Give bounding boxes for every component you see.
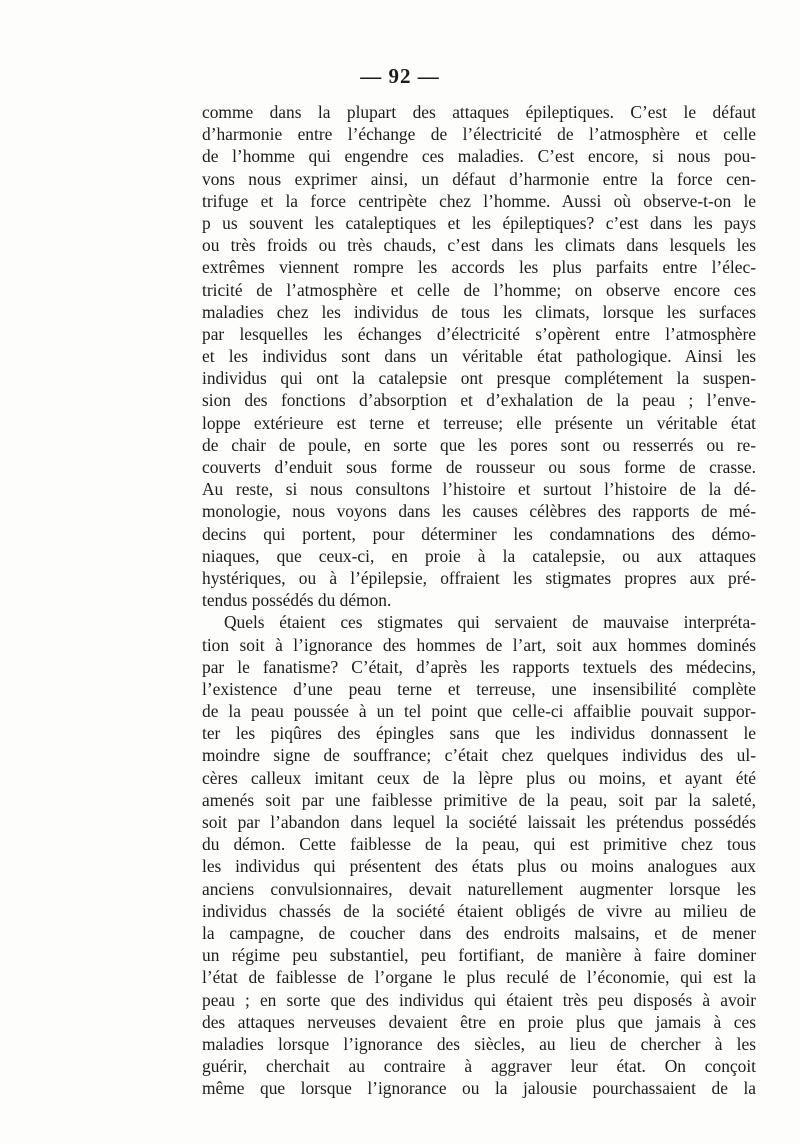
text-line: moindre signe de souffrance; c’était chez quelques individus des ul-	[202, 745, 756, 766]
text-line: les individus qui présentent des états plus ou moins analogues aux	[202, 856, 756, 877]
text-line: et les individus sont dans un véritable état pathologique. Ainsi les	[202, 346, 756, 367]
text-line: même que lorsque l’ignorance ou la jalousie pourchassaient de la	[202, 1078, 756, 1099]
text-line: maladies chez les individus de tous les climats, lorsque les surfaces	[202, 301, 756, 322]
text-line: du démon. Cette faiblesse de la peau, qui est primitive chez tous	[202, 834, 756, 855]
text-line: peau ; en sorte que des individus qui étaient très peu disposés à avoir	[202, 989, 756, 1010]
text-line: individus chassés de la société étaient obligés de vivre au milieu de	[202, 900, 756, 921]
text-line: d’harmonie entre l’échange de l’électricité de l’atmosphère et celle	[202, 124, 756, 145]
text-line: de la peau poussée à un tel point que celle-ci affaiblie pouvait suppor-	[202, 701, 756, 722]
text-line: p us souvent les cataleptiques et les épileptiques? c’est dans les pays	[202, 212, 756, 233]
text-line: comme dans la plupart des attaques épileptiques. C’est le défaut	[202, 102, 756, 122]
text-line: niaques, que ceux-ci, en proie à la catalepsie, ou aux attaques	[202, 545, 756, 566]
text-line: ou très froids ou très chauds, c’est dans les climats dans lesquels les	[202, 235, 756, 256]
text-line: couverts d’enduit sous forme de rousseur ou sous forme de crasse.	[202, 457, 756, 477]
text-line: soit par l’abandon dans lequel la société laissait les prétendus possédés	[202, 812, 756, 832]
paragraph	[202, 611, 756, 1099]
page-number: — 92 —	[360, 64, 440, 88]
text-line: amenés soit par une faiblesse primitive de la peau, soit par la saleté,	[202, 789, 756, 810]
text-line: par lesquelles les échanges d’électricité s’opèrent entre l’atmosphère	[202, 323, 756, 344]
text-line: un régime peu substantiel, peu fortifiant, de manière à faire dominer	[202, 945, 756, 966]
text-line: anciens convulsionnaires, devait naturellement augmenter lorsque les	[202, 878, 756, 899]
text-line: individus qui ont la catalepsie ont presque complétement la suspen-	[202, 368, 756, 389]
text-line: sion des fonctions d’absorption et d’exhalation de la peau ; l’enve-	[202, 390, 756, 411]
text-line: Au reste, si nous consultons l’histoire et surtout l’histoire de la dé-	[202, 479, 756, 500]
text-line: Quels étaient ces stigmates qui servaient de mauvaise interpréta-	[224, 612, 756, 633]
text-line: decins qui portent, pour déterminer les condamnations des démo-	[202, 523, 756, 544]
text-line: monologie, nous voyons dans les causes célèbres des rapports de mé-	[202, 501, 756, 522]
text-line: tendus possédés du démon.	[202, 590, 392, 611]
text-line: vons nous exprimer ainsi, un défaut d’harmonie entre la force cen-	[202, 168, 756, 189]
text-line: par le fanatisme? C’était, d’après les rapports textuels des médecins,	[202, 656, 756, 677]
text-line: hystériques, ou à l’épilepsie, offraient les stigmates propres aux pré-	[202, 567, 756, 588]
text-line: ter les piqûres des épingles sans que les individus donnassent le	[202, 723, 756, 744]
text-line: la campagne, de coucher dans des endroits malsains, et de mener	[202, 922, 756, 943]
text-line: cères calleux imitant ceux de la lèpre plus ou moins, et ayant été	[202, 767, 756, 788]
text-line: trifuge et la force centripète chez l’homme. Aussi où observe-t-on le	[202, 190, 756, 211]
page-body-text	[202, 101, 756, 1099]
text-line: guérir, cherchait au contraire à aggraver leur état. On conçoit	[202, 1056, 756, 1077]
text-line: tricité de l’atmosphère et celle de l’homme; on observe encore ces	[202, 279, 756, 300]
text-line: tion soit à l’ignorance des hommes de l’art, soit aux hommes dominés	[202, 634, 756, 655]
text-line: de chair de poule, en sorte que les pores sont ou resserrés ou re-	[202, 434, 756, 455]
text-line: maladies lorsque l’ignorance des siècles, au lieu de chercher à les	[202, 1033, 756, 1054]
text-line: l’état de faiblesse de l’organe le plus reculé de l’économie, qui est la	[202, 967, 756, 988]
text-line: des attaques nerveuses devaient être en proie plus que jamais à ces	[202, 1011, 756, 1032]
text-line: de l’homme qui engendre ces maladies. C’est encore, si nous pou-	[202, 146, 756, 167]
text-line: loppe extérieure est terne et terreuse; elle présente un véritable état	[202, 412, 756, 433]
text-line: l’existence d’une peau terne et terreuse, une insensibilité complète	[202, 678, 756, 699]
paragraph	[202, 101, 756, 611]
text-line: extrêmes viennent rompre les accords les plus parfaits entre l’élec-	[202, 257, 756, 278]
